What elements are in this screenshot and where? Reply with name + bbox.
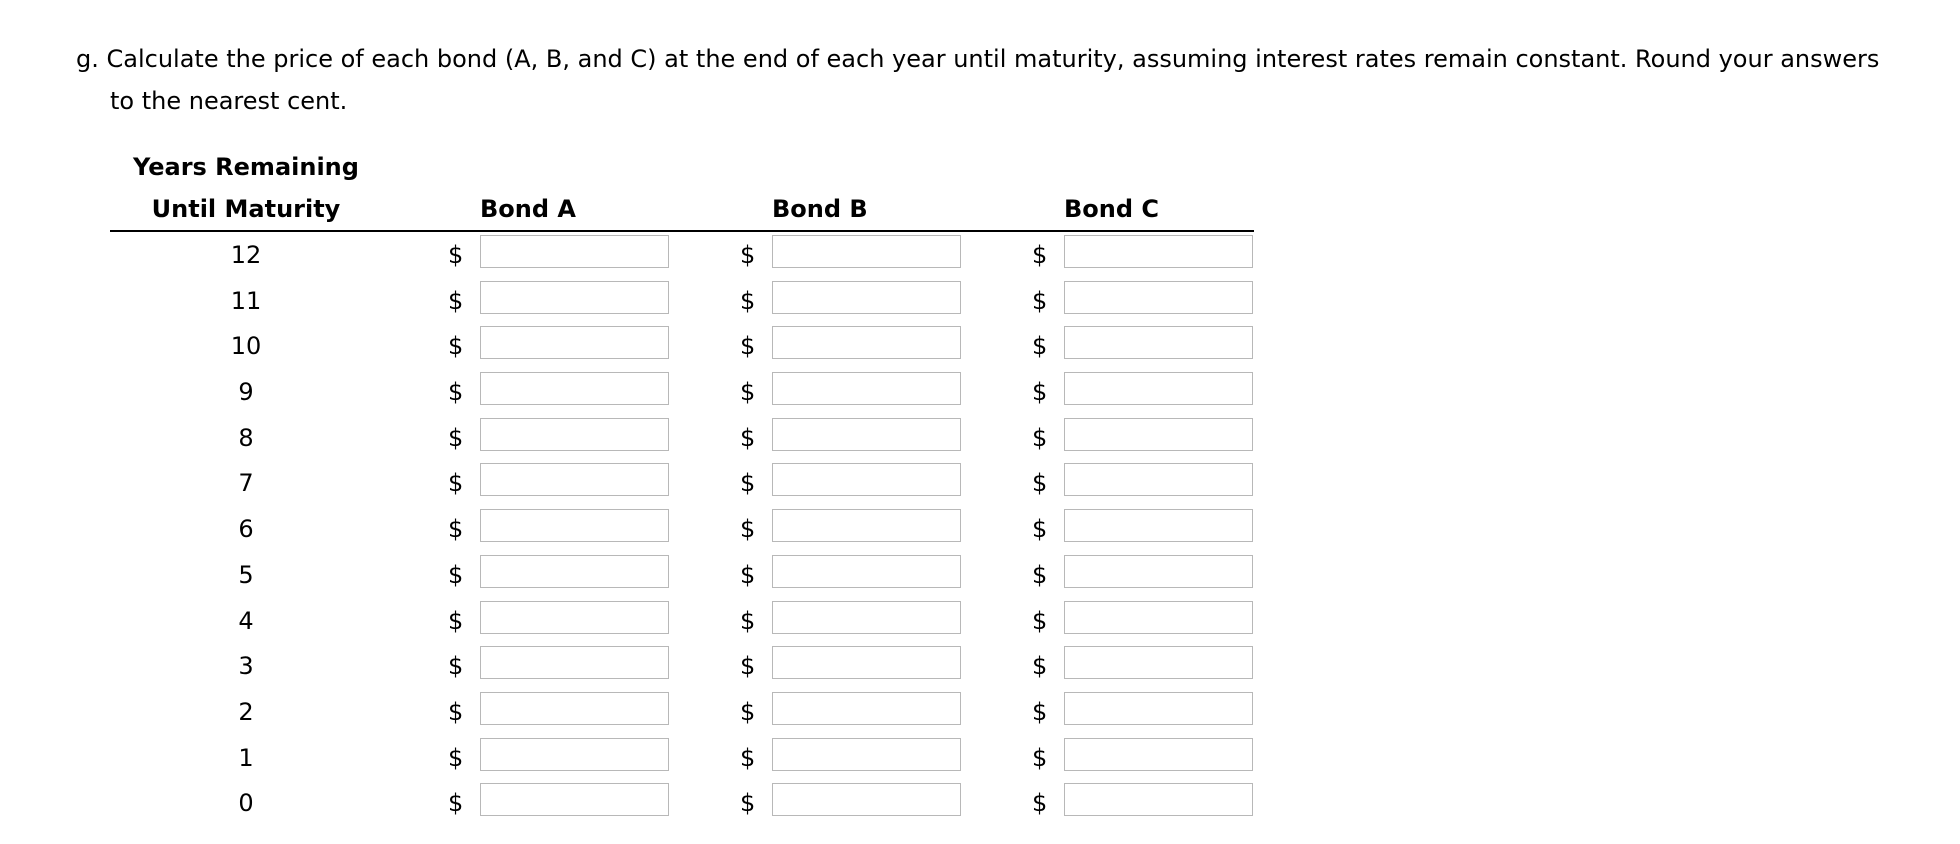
currency-symbol: $ bbox=[740, 515, 756, 544]
bond-b-price-input[interactable] bbox=[772, 235, 961, 268]
bond-a-price-input[interactable] bbox=[480, 509, 669, 542]
bond-b-price-input[interactable] bbox=[772, 692, 961, 725]
currency-symbol: $ bbox=[1032, 286, 1048, 315]
currency-symbol: $ bbox=[448, 378, 464, 407]
currency-symbol: $ bbox=[1032, 241, 1048, 269]
years-header-line-2: Until Maturity bbox=[151, 195, 341, 223]
bond-a-price-input[interactable] bbox=[480, 555, 669, 588]
table-body bbox=[110, 232, 1254, 826]
currency-symbol: $ bbox=[1032, 332, 1048, 361]
currency-symbol: $ bbox=[448, 469, 464, 498]
bond-c-price-input[interactable] bbox=[1064, 692, 1253, 725]
years-remaining-cell: 0 bbox=[238, 789, 254, 818]
years-remaining-header bbox=[110, 146, 382, 230]
bond-c-price-input[interactable] bbox=[1064, 235, 1253, 268]
currency-symbol: $ bbox=[448, 423, 464, 452]
table-row bbox=[110, 735, 1254, 781]
currency-symbol: $ bbox=[448, 606, 464, 635]
years-remaining-cell: 2 bbox=[238, 697, 254, 726]
table-row bbox=[110, 369, 1254, 415]
currency-symbol: $ bbox=[740, 332, 756, 361]
bond-b-header: Bond B bbox=[772, 195, 868, 223]
currency-symbol: $ bbox=[1032, 697, 1048, 726]
question-line-1-text: Calculate the price of each bond (A, B, and C) at the end of each year until maturity, assuming interest rates remain constant. Round your answers bbox=[106, 45, 1880, 73]
bond-a-price-input[interactable] bbox=[480, 326, 669, 359]
table-header bbox=[110, 146, 1254, 232]
currency-symbol: $ bbox=[740, 606, 756, 635]
currency-symbol: $ bbox=[740, 697, 756, 726]
years-remaining-cell: 5 bbox=[238, 560, 254, 589]
bond-price-table bbox=[110, 146, 1254, 826]
bond-b-price-input[interactable] bbox=[772, 463, 961, 496]
bond-c-price-input[interactable] bbox=[1064, 601, 1253, 634]
table-row bbox=[110, 506, 1254, 552]
years-remaining-cell: 9 bbox=[238, 378, 254, 407]
currency-symbol: $ bbox=[740, 286, 756, 315]
question-line-2: to the nearest cent. bbox=[110, 87, 348, 115]
currency-symbol: $ bbox=[448, 332, 464, 361]
currency-symbol: $ bbox=[448, 241, 464, 269]
question-line-1 bbox=[76, 38, 1926, 80]
years-remaining-cell: 10 bbox=[230, 332, 262, 361]
bond-b-price-input[interactable] bbox=[772, 555, 961, 588]
currency-symbol: $ bbox=[1032, 378, 1048, 407]
currency-symbol: $ bbox=[1032, 469, 1048, 498]
years-remaining-cell: 8 bbox=[238, 423, 254, 452]
bond-a-price-input[interactable] bbox=[480, 738, 669, 771]
table-row bbox=[110, 415, 1254, 461]
bond-c-price-input[interactable] bbox=[1064, 555, 1253, 588]
table-row bbox=[110, 552, 1254, 598]
bond-a-price-input[interactable] bbox=[480, 601, 669, 634]
table-row bbox=[110, 232, 1254, 278]
bond-a-price-input[interactable] bbox=[480, 783, 669, 816]
currency-symbol: $ bbox=[740, 378, 756, 407]
bond-c-price-input[interactable] bbox=[1064, 463, 1253, 496]
table-row bbox=[110, 278, 1254, 324]
bond-a-price-input[interactable] bbox=[480, 418, 669, 451]
bond-c-price-input[interactable] bbox=[1064, 738, 1253, 771]
currency-symbol: $ bbox=[1032, 560, 1048, 589]
bond-b-price-input[interactable] bbox=[772, 601, 961, 634]
bond-c-price-input[interactable] bbox=[1064, 418, 1253, 451]
bond-a-price-input[interactable] bbox=[480, 235, 669, 268]
currency-symbol: $ bbox=[1032, 743, 1048, 772]
currency-symbol: $ bbox=[740, 652, 756, 681]
currency-symbol: $ bbox=[740, 743, 756, 772]
currency-symbol: $ bbox=[1032, 423, 1048, 452]
table-row bbox=[110, 643, 1254, 689]
table-row bbox=[110, 689, 1254, 735]
bond-a-price-input[interactable] bbox=[480, 463, 669, 496]
currency-symbol: $ bbox=[448, 743, 464, 772]
bond-a-price-input[interactable] bbox=[480, 372, 669, 405]
currency-symbol: $ bbox=[740, 560, 756, 589]
bond-b-price-input[interactable] bbox=[772, 738, 961, 771]
currency-symbol: $ bbox=[1032, 515, 1048, 544]
years-remaining-cell: 11 bbox=[230, 286, 262, 315]
bond-c-header: Bond C bbox=[1064, 195, 1160, 223]
bond-b-price-input[interactable] bbox=[772, 372, 961, 405]
question-text bbox=[76, 38, 1926, 122]
bond-b-price-input[interactable] bbox=[772, 509, 961, 542]
currency-symbol: $ bbox=[448, 560, 464, 589]
bond-a-header: Bond A bbox=[480, 195, 576, 223]
currency-symbol: $ bbox=[448, 286, 464, 315]
table-row bbox=[110, 780, 1254, 826]
years-remaining-cell: 3 bbox=[238, 652, 254, 681]
bond-c-price-input[interactable] bbox=[1064, 326, 1253, 359]
years-remaining-cell: 6 bbox=[238, 515, 254, 544]
bond-b-price-input[interactable] bbox=[772, 281, 961, 314]
currency-symbol: $ bbox=[448, 697, 464, 726]
currency-symbol: $ bbox=[740, 423, 756, 452]
table-row bbox=[110, 323, 1254, 369]
currency-symbol: $ bbox=[1032, 606, 1048, 635]
bond-c-price-input[interactable] bbox=[1064, 783, 1253, 816]
years-header-line-1: Years Remaining bbox=[133, 153, 359, 181]
bond-c-price-input[interactable] bbox=[1064, 509, 1253, 542]
currency-symbol: $ bbox=[448, 652, 464, 681]
currency-symbol: $ bbox=[448, 789, 464, 818]
currency-symbol: $ bbox=[740, 241, 756, 269]
bond-c-price-input[interactable] bbox=[1064, 372, 1253, 405]
bond-a-price-input[interactable] bbox=[480, 692, 669, 725]
years-remaining-cell: 1 bbox=[238, 743, 254, 772]
currency-symbol: $ bbox=[1032, 789, 1048, 818]
question-prefix: g. bbox=[76, 45, 99, 73]
table-row bbox=[110, 460, 1254, 506]
bond-c-price-input[interactable] bbox=[1064, 281, 1253, 314]
currency-symbol: $ bbox=[1032, 652, 1048, 681]
bond-b-price-input[interactable] bbox=[772, 326, 961, 359]
bond-b-price-input[interactable] bbox=[772, 418, 961, 451]
years-remaining-cell: 12 bbox=[230, 241, 262, 269]
currency-symbol: $ bbox=[740, 469, 756, 498]
table-row bbox=[110, 598, 1254, 644]
bond-b-price-input[interactable] bbox=[772, 783, 961, 816]
currency-symbol: $ bbox=[448, 515, 464, 544]
bond-a-price-input[interactable] bbox=[480, 646, 669, 679]
years-remaining-cell: 7 bbox=[238, 469, 254, 498]
bond-c-price-input[interactable] bbox=[1064, 646, 1253, 679]
bond-a-price-input[interactable] bbox=[480, 281, 669, 314]
currency-symbol: $ bbox=[740, 789, 756, 818]
bond-b-price-input[interactable] bbox=[772, 646, 961, 679]
years-remaining-cell: 4 bbox=[238, 606, 254, 635]
